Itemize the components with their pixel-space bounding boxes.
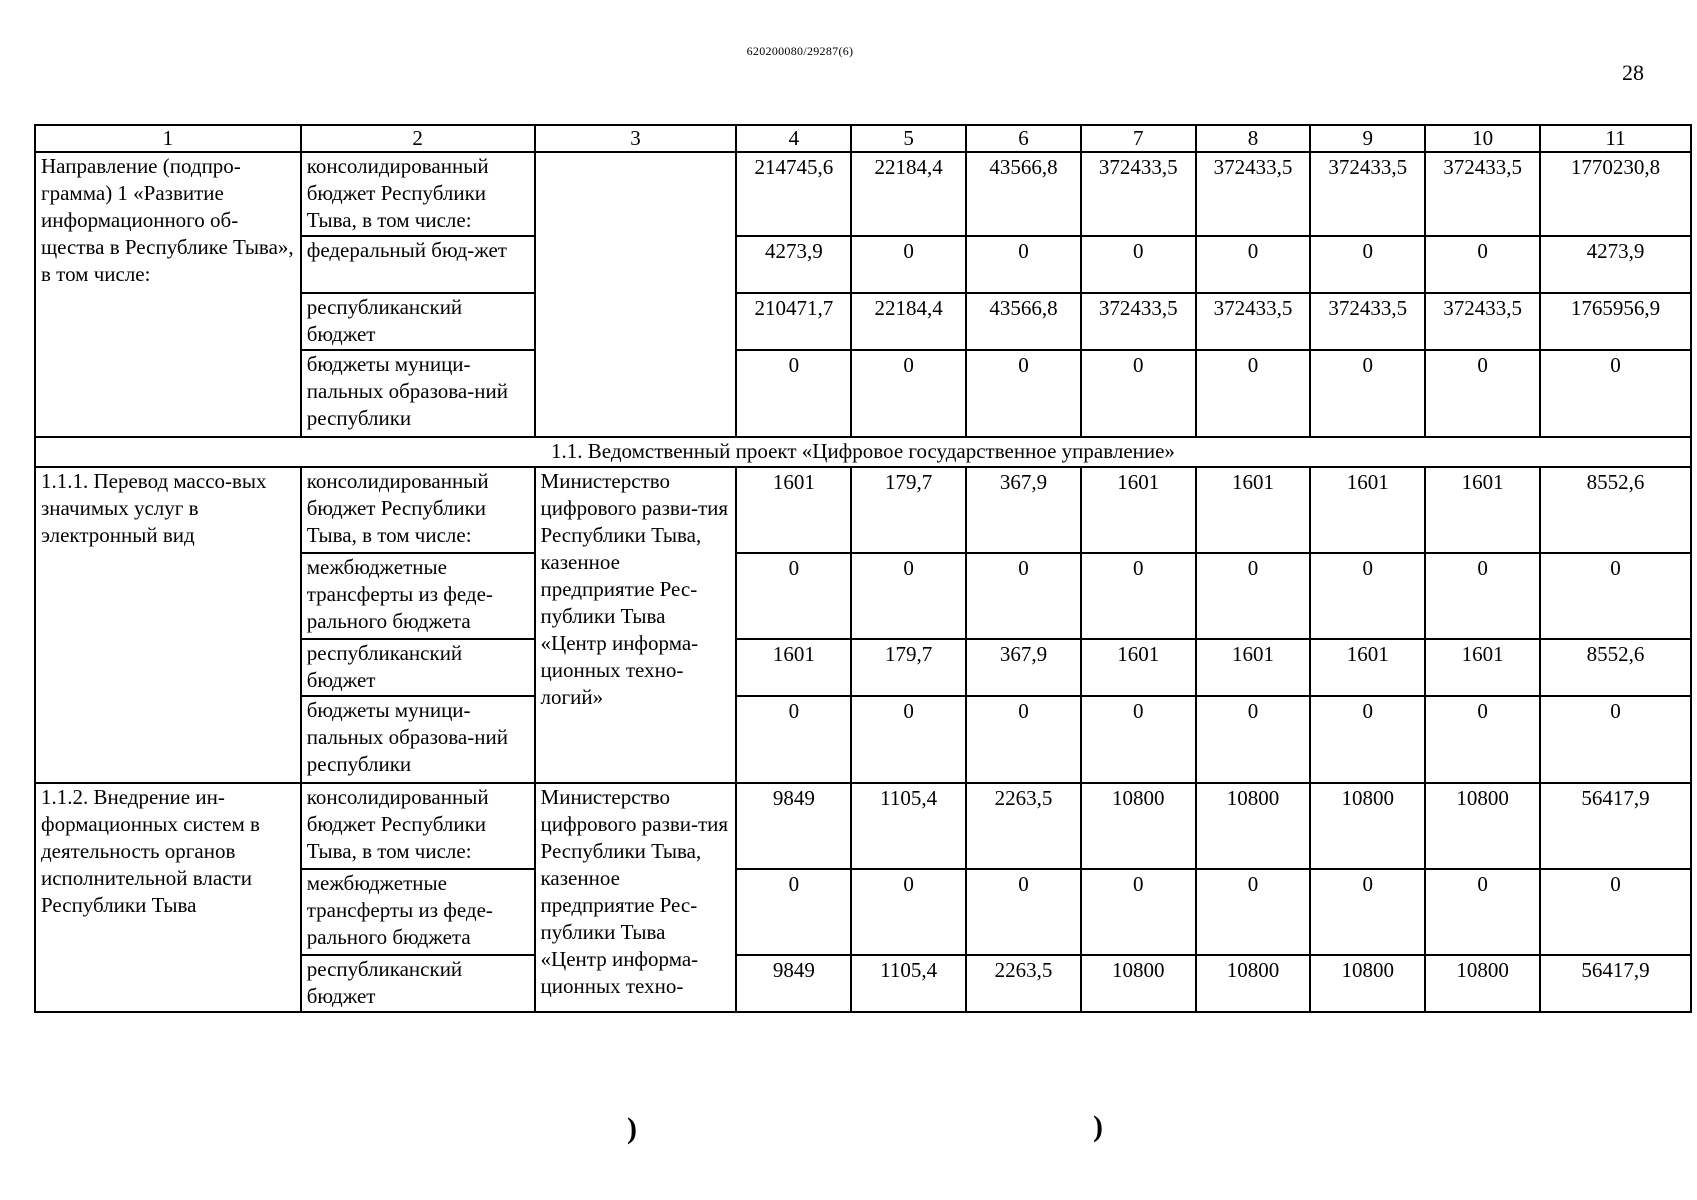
value-cell: 0: [736, 869, 851, 955]
value-cell: 1601: [1196, 467, 1311, 553]
value-cell: 56417,9: [1540, 783, 1691, 869]
value-cell: 367,9: [966, 639, 1081, 696]
value-cell: 10800: [1310, 783, 1425, 869]
value-cell: 0: [1081, 350, 1196, 437]
value-cell: 0: [966, 869, 1081, 955]
value-cell: 0: [1310, 869, 1425, 955]
value-cell: 1601: [1310, 639, 1425, 696]
column-header: 3: [535, 125, 737, 152]
footer-mark: ): [1093, 1110, 1103, 1143]
value-cell: 43566,8: [966, 293, 1081, 350]
funding-source-cell: межбюджетные трансферты из феде-рального бюджета: [301, 553, 535, 639]
value-cell: 56417,9: [1540, 955, 1691, 1012]
value-cell: 10800: [1081, 955, 1196, 1012]
value-cell: 0: [966, 350, 1081, 437]
value-cell: 372433,5: [1310, 152, 1425, 236]
value-cell: 0: [1196, 553, 1311, 639]
value-cell: 10800: [1196, 783, 1311, 869]
value-cell: 22184,4: [851, 293, 966, 350]
value-cell: 0: [966, 553, 1081, 639]
section-title: 1.1. Ведомственный проект «Цифровое государственное управление»: [35, 437, 1691, 467]
value-cell: 1601: [1425, 639, 1540, 696]
page-number: 28: [1622, 60, 1644, 85]
section-row: [35, 437, 1691, 467]
executor-cell: Министерство цифрового разви-тия Республики Тыва, казенное предприятие Рес-публики Тыва «Центр информа-ционных техно-: [535, 783, 737, 1012]
value-cell: 0: [851, 696, 966, 783]
table-row: [35, 152, 1691, 236]
value-cell: 0: [966, 696, 1081, 783]
value-cell: 0: [1081, 869, 1196, 955]
column-header: 8: [1196, 125, 1311, 152]
value-cell: 372433,5: [1081, 293, 1196, 350]
value-cell: 0: [736, 350, 851, 437]
value-cell: 372433,5: [1310, 293, 1425, 350]
value-cell: 4273,9: [736, 236, 851, 293]
value-cell: 1770230,8: [1540, 152, 1691, 236]
value-cell: 43566,8: [966, 152, 1081, 236]
value-cell: 0: [1425, 350, 1540, 437]
funding-source-cell: межбюджетные трансферты из феде-рального бюджета: [301, 869, 535, 955]
column-header: 6: [966, 125, 1081, 152]
executor-cell: Министерство цифрового разви-тия Республики Тыва, казенное предприятие Рес-публики Тыва «Центр информа-ционных техно-логий»: [535, 467, 737, 783]
item-name-cell: Направление (подпро-грамма) 1 «Развитие информационного об-щества в Республике Тыва», в том числе:: [35, 152, 301, 437]
column-header: 10: [1425, 125, 1540, 152]
value-cell: 0: [1425, 236, 1540, 293]
value-cell: 0: [851, 553, 966, 639]
value-cell: 0: [736, 696, 851, 783]
value-cell: 0: [1081, 553, 1196, 639]
value-cell: 0: [1196, 869, 1311, 955]
item-name-cell: 1.1.1. Перевод массо-вых значимых услуг в электронный вид: [35, 467, 301, 783]
document-id: 620200080/29287(6): [746, 44, 854, 58]
table-header-row: [35, 125, 1691, 152]
value-cell: 0: [1196, 350, 1311, 437]
value-cell: 0: [1310, 553, 1425, 639]
value-cell: 0: [1425, 553, 1540, 639]
column-header: 5: [851, 125, 966, 152]
value-cell: 0: [1310, 350, 1425, 437]
value-cell: 372433,5: [1081, 152, 1196, 236]
column-header: 11: [1540, 125, 1691, 152]
value-cell: 1601: [1310, 467, 1425, 553]
budget-table: [34, 124, 1692, 1013]
value-cell: 0: [1540, 350, 1691, 437]
value-cell: 1601: [1081, 639, 1196, 696]
column-header: 2: [301, 125, 535, 152]
value-cell: 0: [1081, 696, 1196, 783]
value-cell: 372433,5: [1196, 293, 1311, 350]
column-header: 9: [1310, 125, 1425, 152]
value-cell: 9849: [736, 783, 851, 869]
funding-source-cell: консолидированный бюджет Республики Тыва, в том числе:: [301, 783, 535, 869]
value-cell: 1601: [1425, 467, 1540, 553]
column-header: 7: [1081, 125, 1196, 152]
value-cell: 0: [1540, 869, 1691, 955]
value-cell: 210471,7: [736, 293, 851, 350]
value-cell: 9849: [736, 955, 851, 1012]
value-cell: 0: [1540, 553, 1691, 639]
value-cell: 0: [1425, 696, 1540, 783]
value-cell: 372433,5: [1425, 293, 1540, 350]
table-row: [35, 467, 1691, 553]
funding-source-cell: федеральный бюд-жет: [301, 236, 535, 293]
footer-mark: ): [627, 1112, 637, 1145]
funding-source-cell: республиканский бюджет: [301, 293, 535, 350]
value-cell: 1105,4: [851, 783, 966, 869]
funding-source-cell: консолидированный бюджет Республики Тыва, в том числе:: [301, 467, 535, 553]
value-cell: 0: [966, 236, 1081, 293]
value-cell: 1601: [1081, 467, 1196, 553]
value-cell: 0: [851, 350, 966, 437]
value-cell: 1601: [736, 467, 851, 553]
value-cell: 1601: [736, 639, 851, 696]
value-cell: 0: [1540, 696, 1691, 783]
value-cell: 10800: [1310, 955, 1425, 1012]
value-cell: 22184,4: [851, 152, 966, 236]
value-cell: 372433,5: [1196, 152, 1311, 236]
value-cell: 0: [1081, 236, 1196, 293]
value-cell: 2263,5: [966, 955, 1081, 1012]
value-cell: 4273,9: [1540, 236, 1691, 293]
value-cell: 10800: [1196, 955, 1311, 1012]
funding-source-cell: бюджеты муници-пальных образова-ний республики: [301, 350, 535, 437]
value-cell: 372433,5: [1425, 152, 1540, 236]
column-header: 4: [736, 125, 851, 152]
value-cell: 1105,4: [851, 955, 966, 1012]
column-header: 1: [35, 125, 301, 152]
value-cell: 0: [851, 236, 966, 293]
value-cell: 0: [736, 553, 851, 639]
value-cell: 0: [1196, 696, 1311, 783]
funding-source-cell: республиканский бюджет: [301, 955, 535, 1012]
value-cell: 2263,5: [966, 783, 1081, 869]
value-cell: 214745,6: [736, 152, 851, 236]
value-cell: 0: [1310, 236, 1425, 293]
value-cell: 8552,6: [1540, 467, 1691, 553]
value-cell: 10800: [1425, 783, 1540, 869]
value-cell: 179,7: [851, 467, 966, 553]
value-cell: 8552,6: [1540, 639, 1691, 696]
funding-source-cell: республиканский бюджет: [301, 639, 535, 696]
funding-source-cell: консолидированный бюджет Республики Тыва, в том числе:: [301, 152, 535, 236]
item-name-cell: 1.1.2. Внедрение ин-формационных систем в деятельность органов исполнительной власти Республики Тыва: [35, 783, 301, 1012]
value-cell: 1601: [1196, 639, 1311, 696]
value-cell: 0: [1196, 236, 1311, 293]
value-cell: 179,7: [851, 639, 966, 696]
funding-source-cell: бюджеты муници-пальных образова-ний республики: [301, 696, 535, 783]
value-cell: 1765956,9: [1540, 293, 1691, 350]
value-cell: 0: [851, 869, 966, 955]
value-cell: 0: [1310, 696, 1425, 783]
table-body: [35, 125, 1691, 1012]
value-cell: 0: [1425, 869, 1540, 955]
executor-cell: [535, 152, 737, 437]
value-cell: 367,9: [966, 467, 1081, 553]
value-cell: 10800: [1081, 783, 1196, 869]
value-cell: 10800: [1425, 955, 1540, 1012]
table-row: [35, 783, 1691, 869]
